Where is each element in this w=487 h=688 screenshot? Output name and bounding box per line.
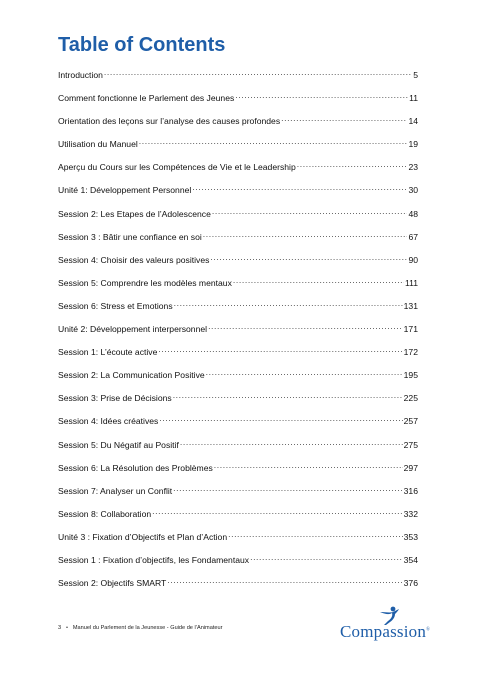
- toc-dot-leader: [210, 253, 407, 263]
- toc-entry-page-number: 353: [403, 531, 418, 542]
- toc-entry-label: Session 2: Les Etapes de l’Adolescence: [58, 208, 211, 219]
- logo-text: Compassion: [340, 622, 427, 641]
- table-of-contents: [58, 68, 418, 599]
- footer-text: Manuel du Parlement de la Jeunesse - Guide de l’Animateur: [72, 625, 223, 631]
- toc-dot-leader: [139, 137, 408, 147]
- toc-entry[interactable]: [58, 253, 418, 276]
- toc-entry[interactable]: [58, 68, 418, 91]
- logo-wordmark: [340, 622, 430, 642]
- toc-entry-page-number: 171: [403, 324, 418, 335]
- toc-entry-page-number: 11: [409, 93, 418, 104]
- toc-dot-leader: [180, 438, 403, 448]
- toc-entry[interactable]: [58, 230, 418, 253]
- toc-dot-leader: [192, 183, 407, 193]
- toc-entry[interactable]: [58, 368, 418, 391]
- toc-dot-leader: [206, 368, 403, 378]
- toc-entry-page-number: 14: [408, 116, 418, 127]
- toc-dot-leader: [174, 299, 403, 309]
- toc-dot-leader: [203, 230, 408, 240]
- toc-entry-label: Session 3 : Bâtir une confiance en soi: [58, 231, 202, 242]
- toc-entry[interactable]: [58, 484, 418, 507]
- toc-entry[interactable]: [58, 114, 418, 137]
- toc-entry-page-number: 19: [408, 139, 418, 150]
- toc-entry[interactable]: [58, 207, 418, 230]
- toc-entry-label: Unité 3 : Fixation d’Objectifs et Plan d’Action: [58, 531, 228, 542]
- toc-entry-page-number: 195: [403, 370, 418, 381]
- logo-registered-mark: ®: [426, 627, 431, 633]
- toc-dot-leader: [235, 91, 408, 101]
- toc-entry-label: Comment fonctionne le Parlement des Jeunes: [58, 93, 235, 104]
- footer-separator: •: [66, 625, 68, 631]
- toc-entry-page-number: 90: [408, 254, 418, 265]
- toc-entry-label: Session 4: Choisir des valeurs positives: [58, 254, 210, 265]
- toc-entry-label: Aperçu du Cours sur les Compétences de Vie et le Leadership: [58, 162, 296, 173]
- toc-entry-page-number: 316: [403, 485, 418, 496]
- toc-dot-leader: [233, 276, 404, 286]
- toc-entry-label: Session 6: Stress et Emotions: [58, 300, 173, 311]
- toc-entry-page-number: 67: [408, 231, 418, 242]
- toc-dot-leader: [214, 461, 403, 471]
- toc-dot-leader: [281, 114, 407, 124]
- toc-entry-page-number: 48: [408, 208, 418, 219]
- toc-entry-page-number: 354: [403, 554, 418, 565]
- toc-dot-leader: [104, 68, 412, 78]
- toc-entry-label: Unité 2: Développement interpersonnel: [58, 324, 208, 335]
- toc-entry-page-number: 23: [408, 162, 418, 173]
- toc-entry-label: Session 3: Prise de Décisions: [58, 393, 172, 404]
- toc-entry-label: Session 2: La Communication Positive: [58, 370, 205, 381]
- toc-entry[interactable]: [58, 391, 418, 414]
- toc-entry-label: Session 2: Objectifs SMART: [58, 578, 167, 589]
- toc-dot-leader: [250, 553, 403, 563]
- toc-entry-label: Session 6: La Résolution des Problèmes: [58, 462, 213, 473]
- page-title: Table of Contents: [58, 34, 226, 56]
- toc-entry-label: Session 1: L’écoute active: [58, 347, 158, 358]
- toc-dot-leader: [228, 530, 403, 540]
- toc-entry[interactable]: [58, 137, 418, 160]
- toc-entry-page-number: 131: [403, 300, 418, 311]
- toc-entry-label: Unité 1: Développement Personnel: [58, 185, 192, 196]
- toc-dot-leader: [208, 322, 403, 332]
- toc-entry-page-number: 332: [403, 508, 418, 519]
- toc-entry-page-number: 257: [403, 416, 418, 427]
- toc-dot-leader: [152, 507, 403, 517]
- toc-entry-page-number: 297: [403, 462, 418, 473]
- page-footer: [58, 625, 222, 631]
- toc-dot-leader: [167, 576, 402, 586]
- toc-entry-label: Session 7: Analyser un Conflit: [58, 485, 173, 496]
- compassion-logo: [340, 606, 440, 646]
- toc-entry[interactable]: [58, 345, 418, 368]
- toc-entry[interactable]: [58, 553, 418, 576]
- toc-entry-label: Introduction: [58, 70, 103, 80]
- toc-entry-label: Session 4: Idées créatives: [58, 416, 159, 427]
- toc-dot-leader: [212, 207, 408, 217]
- toc-entry-label: Orientation des leçons sur l’analyse des causes profondes: [58, 116, 281, 127]
- toc-dot-leader: [158, 345, 402, 355]
- toc-entry-page-number: 5: [413, 70, 418, 80]
- toc-entry[interactable]: [58, 438, 418, 461]
- toc-dot-leader: [159, 414, 402, 424]
- toc-entry-label: Utilisation du Manuel: [58, 139, 138, 150]
- toc-dot-leader: [173, 391, 403, 401]
- toc-entry[interactable]: [58, 183, 418, 206]
- toc-entry-page-number: 172: [403, 347, 418, 358]
- toc-entry-page-number: 111: [404, 277, 418, 288]
- toc-entry[interactable]: [58, 414, 418, 437]
- toc-entry-label: Session 1 : Fixation d’objectifs, les Fondamentaux: [58, 554, 250, 565]
- toc-entry[interactable]: [58, 530, 418, 553]
- toc-entry[interactable]: [58, 576, 418, 599]
- toc-entry[interactable]: [58, 461, 418, 484]
- toc-entry-page-number: 30: [408, 185, 418, 196]
- toc-dot-leader: [173, 484, 402, 494]
- toc-entry-page-number: 275: [403, 439, 418, 450]
- toc-entry[interactable]: [58, 276, 418, 299]
- toc-entry-label: Session 8: Collaboration: [58, 508, 152, 519]
- toc-dot-leader: [297, 160, 408, 170]
- toc-entry[interactable]: [58, 160, 418, 183]
- toc-entry[interactable]: [58, 299, 418, 322]
- toc-entry-page-number: 376: [403, 578, 418, 589]
- toc-entry[interactable]: [58, 91, 418, 114]
- toc-entry[interactable]: [58, 322, 418, 345]
- toc-entry[interactable]: [58, 507, 418, 530]
- toc-entry-label: Session 5: Comprendre les modèles mentaux: [58, 277, 232, 288]
- footer-page-number: 3: [58, 625, 62, 631]
- toc-entry-label: Session 5: Du Négatif au Positif: [58, 439, 179, 450]
- toc-entry-page-number: 225: [403, 393, 418, 404]
